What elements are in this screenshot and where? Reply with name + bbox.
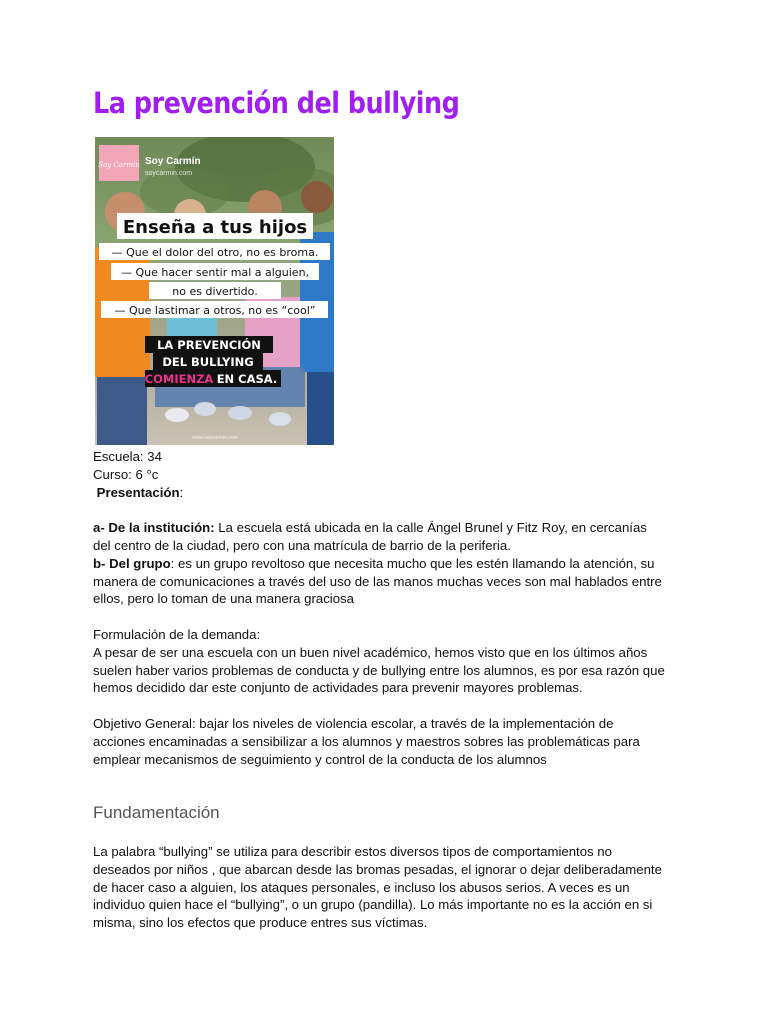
demand-label: Formulación de la demanda: xyxy=(93,626,261,642)
poster-heading: Enseña a tus hijos xyxy=(122,217,308,238)
poster-line-1: — Que el dolor del otro, no es broma. xyxy=(111,246,319,259)
sneaker xyxy=(165,408,189,422)
section-a-text: La escuela está ubicada en la calle Ángel Brunel y Fitz Roy, en cercanías del centro de la ciudad, pero con una matrícula de barrio de la periferia. xyxy=(93,520,647,553)
sneaker xyxy=(194,402,216,416)
cta-line-1: LA PREVENCIÓN xyxy=(157,338,261,352)
cta-end: EN CASA. xyxy=(216,372,278,386)
cta-line-2: DEL BULLYING xyxy=(162,355,254,369)
poster-graphic xyxy=(95,137,334,445)
section-a xyxy=(93,519,668,555)
fundamentacion-text: La palabra “bullying” se utiliza para describir estos diversos tipos de comportamientos no deseados por niños , que abarcan desde las bromas pesadas, el ignorar o dejar deliberadamente de hacer caso a alguien, los ataques personales, e incluso los abusos serios. A veces es un individuo quien hace el “bullying”, o un grupo (pandilla). Lo más importante no es la acción en si misma, sino los efectos que produce entres sus víctimas. xyxy=(93,844,662,931)
cta-highlight: COMIENZA xyxy=(144,372,214,386)
brand-name: Soy Carmín xyxy=(145,156,201,167)
fundamentacion-heading: Fundamentación xyxy=(93,803,220,822)
section-b xyxy=(93,555,668,608)
sneaker xyxy=(269,412,291,426)
info-block xyxy=(93,448,668,768)
sneaker xyxy=(228,406,252,420)
demand-text: A pesar de ser una escuela con un buen nivel académico, hemos visto que en los últimos años suelen haber varios problemas de conducta y de bullying entre los alumnos, es por esa razón que hemos decidido dar este conjunto de actividades para prevenir mayores problemas. xyxy=(93,644,665,696)
poster-image xyxy=(95,137,334,445)
child-jeans xyxy=(307,372,334,445)
child-jeans xyxy=(97,377,147,445)
poster-line-2: — Que hacer sentir mal a alguien, xyxy=(120,266,310,279)
page-title: La prevención del bullying xyxy=(93,86,460,120)
school-line: Escuela: 34 xyxy=(93,449,162,464)
section-a-label: a- De la institución: xyxy=(93,520,215,536)
presentation-label: Presentación xyxy=(96,484,180,500)
course-line: Curso: 6 °c xyxy=(93,466,159,482)
poster-line-4: — Que lastimar a otros, no es “cool” xyxy=(114,304,316,317)
section-b-text: : es un grupo revoltoso que necesita mucho que les estén llamando la atención, su manera de comunicaciones a través del uso de las manos muchas veces son mal hablados entre ellos, pero lo toman de una manera graciosa xyxy=(93,555,662,607)
brand-sub: soycarmin.com xyxy=(145,170,193,177)
fundamentacion-block xyxy=(93,843,668,932)
presentation-line xyxy=(93,484,668,502)
child-head xyxy=(301,181,333,213)
brand-logo-mark: Soy Carmin xyxy=(98,161,140,169)
section-b-label: b- Del grupo xyxy=(93,555,171,571)
poster-line-3: no es divertido. xyxy=(172,285,258,298)
objective-text: Objetivo General: bajar los niveles de violencia escolar, a través de la implementación de acciones encaminadas a sensibilizar a los alumnos y maestros sobres las problemáticas para emplear mecanismos de seguimiento y control de la conducta de los alumnos xyxy=(93,715,640,767)
presentation-colon: : xyxy=(179,484,184,500)
poster-footer: www.soycarmin.com xyxy=(192,435,238,441)
